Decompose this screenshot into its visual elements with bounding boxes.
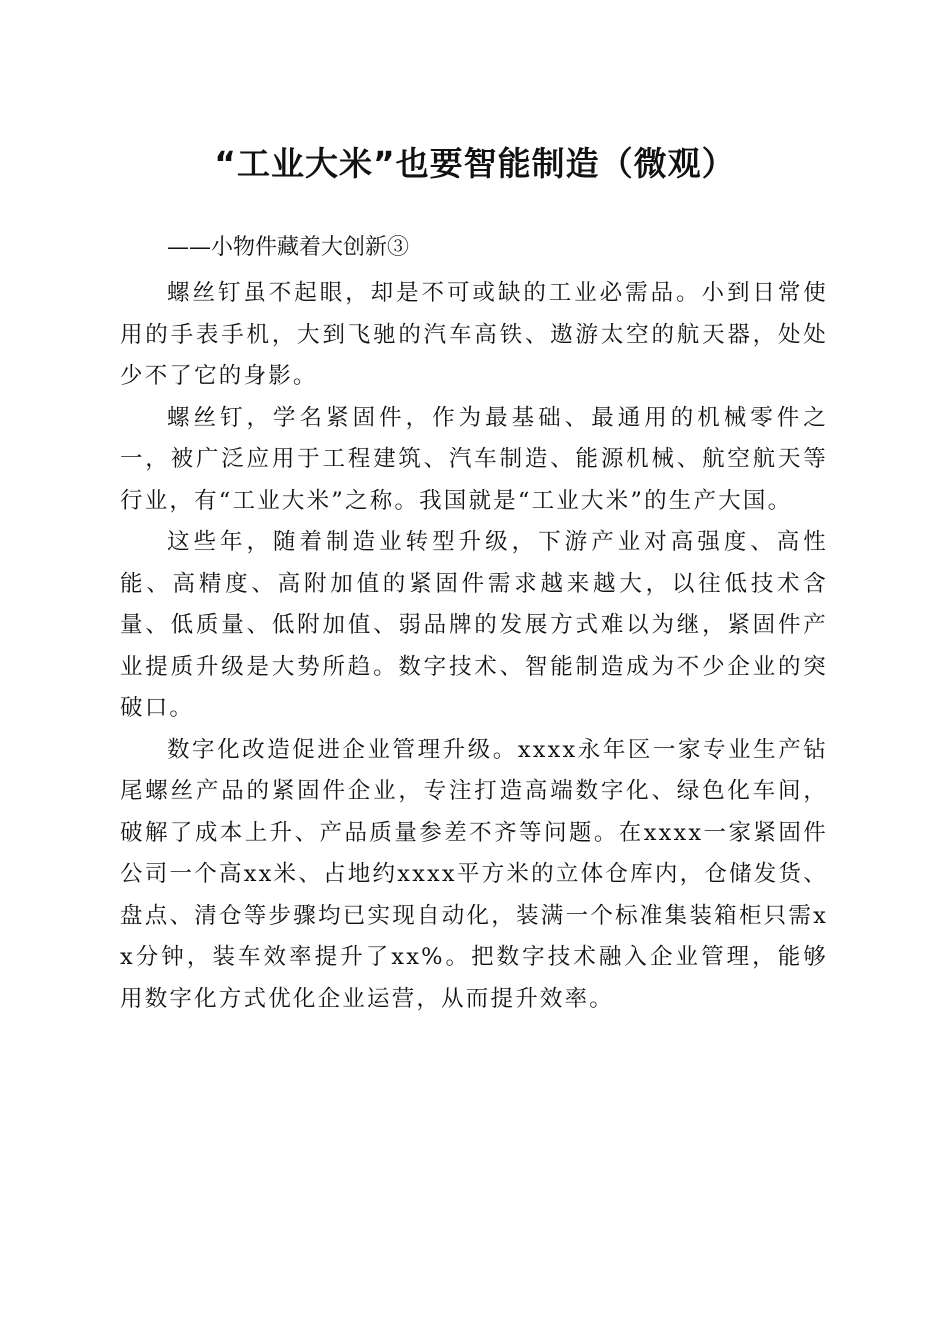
paragraph: 这些年，随着制造业转型升级，下游产业对高强度、高性能、高精度、高附加值的紧固件需求越来越大，以往低技术含量、低质量、低附加值、弱品牌的发展方式难以为继，紧固件产业提质升级是大势所趋。数字技术、智能制造成为不少企业的突破口。	[120, 529, 828, 721]
document-subtitle: ——小物件藏着大创新③	[167, 235, 410, 260]
document-body	[120, 230, 828, 1020]
paragraph: 数字化改造促进企业管理升级。xxxx永年区一家专业生产钻尾螺丝产品的紧固件企业，专注打造高端数字化、绿色化车间，破解了成本上升、产品质量参差不齐等问题。在xxxx一家紧固件公司一个高xx米、占地约xxxx平方米的立体仓库内，仓储发货、盘点、清仓等步骤均已实现自动化，装满一个标准集装箱柜只需xx分钟，装车效率提升了xx%。把数字技术融入企业管理，能够用数字化方式优化企业运营，从而提升效率。	[120, 736, 828, 1012]
paragraph: 螺丝钉，学名紧固件，作为最基础、最通用的机械零件之一，被广泛应用于工程建筑、汽车制造、能源机械、航空航天等行业，有“工业大米”之称。我国就是“工业大米”的生产大国。	[120, 404, 828, 514]
paragraph: 螺丝钉虽不起眼，却是不可或缺的工业必需品。小到日常使用的手表手机，大到飞驰的汽车高铁、遨游太空的航天器，处处少不了它的身影。	[120, 280, 828, 389]
document-title: “工业大米”也要智能制造（微观）	[214, 144, 736, 183]
